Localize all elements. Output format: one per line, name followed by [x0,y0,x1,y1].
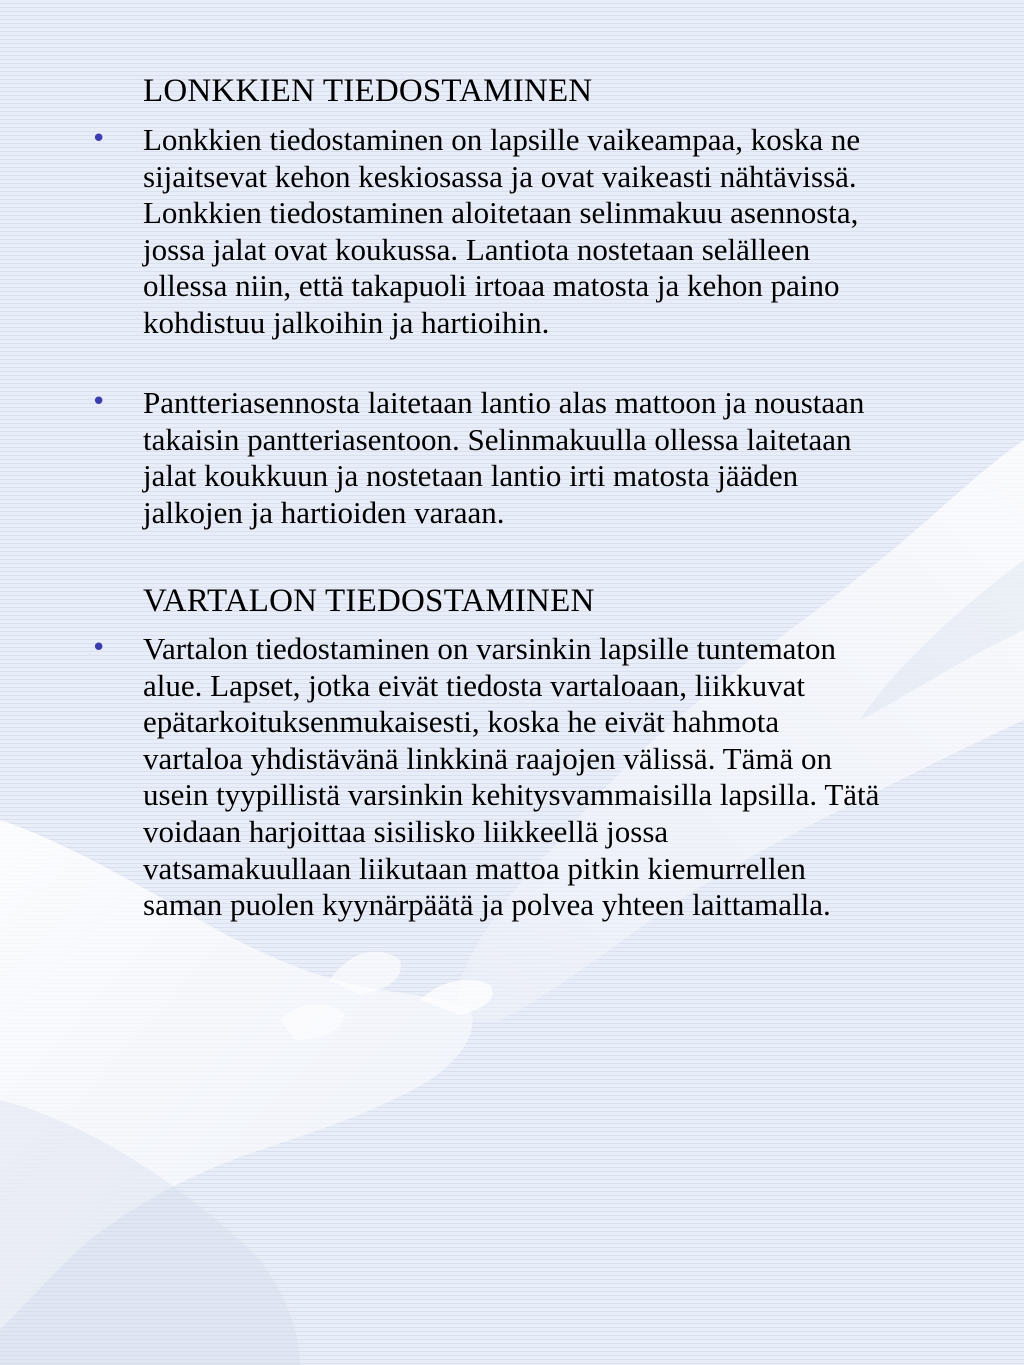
bullet-marker: • [91,124,107,154]
bullet-marker: • [91,387,107,417]
bullet-text: Pantteriasennosta laitetaan lantio alas mattoon ja noustaan takaisin pantteriasentoon. Selinmakuulla ollessa laitetaan jalat koukkuun ja nostetaan lantio irti matosta jääden jalkojen ja hartioiden varaan. [143,385,865,530]
bullet-item [91,122,881,342]
section-heading-torso: VARTALON TIEDOSTAMINEN [143,583,595,619]
bullet-text: Lonkkien tiedostaminen on lapsille vaikeampaa, koska ne sijaitsevat kehon keskiosassa ja ovat vaikeasti nähtävissä. Lonkkien tiedostaminen aloitetaan selinmakuu asennosta, jossa jalat ovat koukussa. Lantiota nostetaan selälleen ollessa niin, että takapuoli irtoaa matosta ja kehon paino kohdistuu jalkoihin ja hartioihin. [143,122,861,340]
bullet-marker: • [91,633,107,663]
bullet-text: Vartalon tiedostaminen on varsinkin lapsille tuntematon alue. Lapset, jotka eivät tiedosta vartaloaan, liikkuvat epätarkoituksenmukaisesti, koska he eivät hahmota vartaloa yhdistävänä linkkinä raajojen välissä. Tämä on usein tyypillistä varsinkin kehitysvammaisilla lapsilla. Tätä voidaan harjoittaa sisilisko liikkeellä jossa vatsamakuullaan liikutaan mattoa pitkin kiemurrellen saman puolen kyynärpäätä ja polvea yhteen laittamalla. [143,631,880,923]
bullet-item [91,385,881,531]
section-heading-hips: LONKKIEN TIEDOSTAMINEN [143,73,593,109]
bullet-item [91,631,881,924]
